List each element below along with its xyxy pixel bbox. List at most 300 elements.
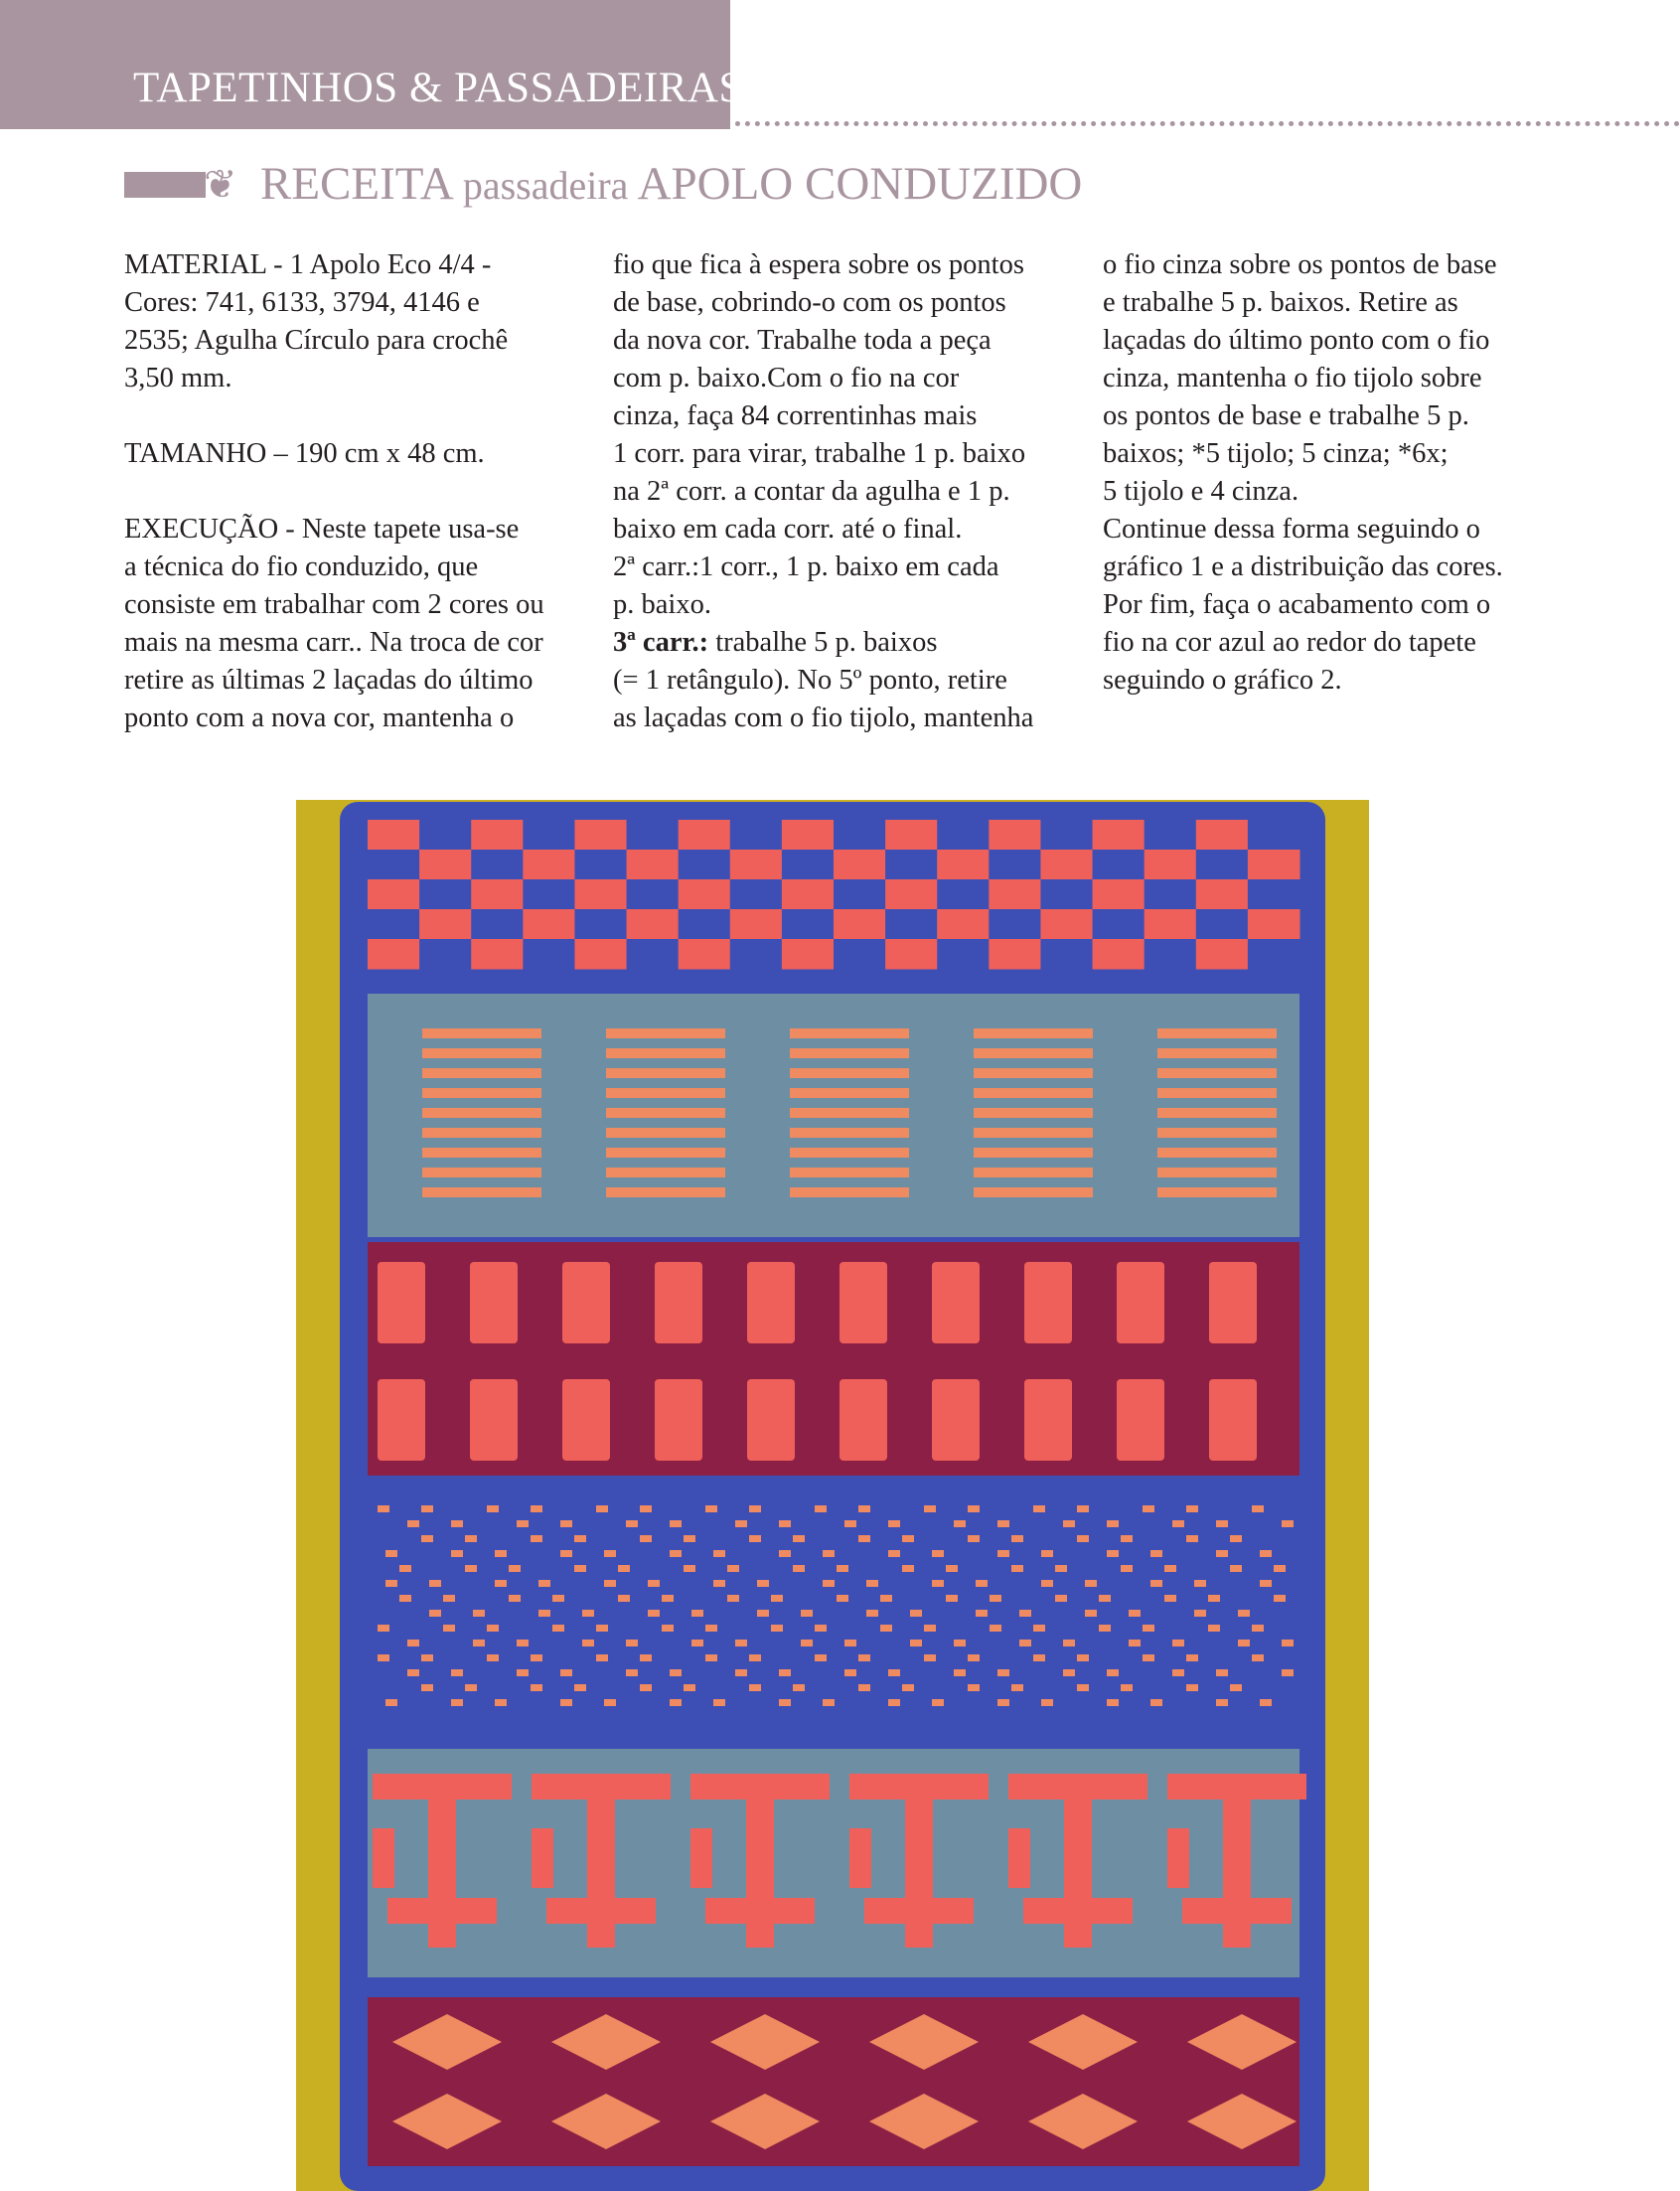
text-line: 2ª carr.:1 corr., 1 p. baixo em cada	[613, 551, 999, 582]
speckle	[596, 1654, 608, 1661]
speckle	[735, 1669, 747, 1676]
speckle	[837, 1595, 848, 1602]
text-line: baixo em cada corr. até o final.	[613, 514, 963, 545]
recipe-title	[260, 157, 1082, 211]
text-column-2	[613, 246, 1080, 737]
speckle	[932, 1699, 944, 1706]
speckle	[968, 1654, 980, 1661]
checker-cell	[834, 909, 886, 940]
checker-cell	[989, 850, 1041, 880]
checker-cell	[730, 850, 783, 880]
speckle	[451, 1550, 463, 1557]
text-line: retire as últimas 2 laçadas do último	[124, 665, 534, 696]
speckle	[902, 1535, 914, 1542]
speckle	[670, 1669, 682, 1676]
text-line: EXECUÇÃO - Neste tapete usa-se	[124, 514, 520, 545]
speckle	[517, 1640, 529, 1646]
coral-block	[562, 1262, 610, 1343]
speckle	[443, 1625, 455, 1632]
stripe	[1157, 1187, 1277, 1197]
checker-cell	[782, 850, 835, 880]
speckle	[640, 1684, 652, 1691]
speckle	[815, 1654, 827, 1661]
text-line: com p. baixo.Com o fio na cor	[613, 363, 960, 393]
speckle	[662, 1595, 674, 1602]
text-line: de base, cobrindo-o com os pontos	[613, 287, 1006, 318]
speckle	[531, 1535, 542, 1542]
speckle	[757, 1610, 769, 1617]
stripe	[974, 1187, 1093, 1197]
speckle	[538, 1610, 550, 1617]
coral-block	[747, 1262, 795, 1343]
speckle	[684, 1535, 695, 1542]
checker-cell	[523, 909, 575, 940]
rug-illustration	[296, 800, 1369, 2191]
speckle	[421, 1654, 433, 1661]
speckle	[378, 1625, 389, 1632]
speckle	[1150, 1550, 1162, 1557]
speckle	[888, 1520, 900, 1527]
coral-block	[470, 1262, 518, 1343]
speckle	[749, 1505, 761, 1512]
speckle	[604, 1580, 616, 1587]
cross-base	[1182, 1898, 1292, 1924]
speckle	[1194, 1580, 1206, 1587]
speckle	[560, 1550, 572, 1557]
speckle	[618, 1595, 630, 1602]
speckle	[779, 1550, 791, 1557]
stripe	[974, 1128, 1093, 1138]
checker-cell	[834, 939, 886, 970]
checker-cell	[782, 909, 835, 940]
coral-block	[747, 1379, 795, 1461]
speckle	[924, 1625, 936, 1632]
speckle	[1121, 1684, 1133, 1691]
coral-block	[840, 1262, 887, 1343]
speckle	[421, 1535, 433, 1542]
checker-cell	[1196, 879, 1249, 910]
checker-cell	[1145, 909, 1197, 940]
speckle	[1011, 1565, 1023, 1572]
speckle	[954, 1640, 966, 1646]
stripe	[1157, 1168, 1277, 1177]
speckle	[691, 1610, 703, 1617]
checker-cell	[471, 850, 524, 880]
stripe	[974, 1028, 1093, 1038]
text-line: 3,50 mm.	[124, 363, 232, 393]
checker-cell	[937, 939, 990, 970]
checker-cell	[471, 879, 524, 910]
speckle	[1033, 1625, 1045, 1632]
text-line: consiste em trabalhar com 2 cores ou	[124, 589, 544, 620]
speckle	[793, 1535, 805, 1542]
speckle	[888, 1669, 900, 1676]
speckle	[1282, 1669, 1294, 1676]
cross-base	[387, 1898, 497, 1924]
text-line: p. baixo.	[613, 589, 711, 620]
speckle	[735, 1640, 747, 1646]
speckle	[1063, 1520, 1075, 1527]
speckle	[560, 1699, 572, 1706]
speckle	[888, 1550, 900, 1557]
stripe	[1157, 1148, 1277, 1158]
speckle	[465, 1565, 477, 1572]
cross-side	[690, 1828, 712, 1888]
speckle	[648, 1610, 660, 1617]
checker-cell	[1145, 820, 1197, 851]
checker-cell	[885, 879, 938, 910]
speckle	[1150, 1699, 1162, 1706]
speckle	[954, 1669, 966, 1676]
checker-cell	[989, 939, 1041, 970]
speckle	[407, 1520, 419, 1527]
coral-block	[1209, 1262, 1257, 1343]
speckle	[670, 1520, 682, 1527]
rug-bands	[368, 820, 1306, 2166]
checker-cell	[1040, 850, 1093, 880]
text-line: ponto com a nova cor, mantenha o	[124, 703, 515, 733]
speckle	[670, 1550, 682, 1557]
stripe	[974, 1088, 1093, 1098]
speckle	[902, 1565, 914, 1572]
speckle	[626, 1640, 638, 1646]
speckle	[866, 1610, 878, 1617]
speckle	[618, 1565, 630, 1572]
speckle	[1011, 1684, 1023, 1691]
speckle	[749, 1535, 761, 1542]
text-line: fio que fica à espera sobre os pontos	[613, 249, 1024, 280]
checker-cell	[989, 820, 1041, 851]
speckle	[968, 1505, 980, 1512]
stripe	[1157, 1028, 1277, 1038]
checker-cell	[679, 909, 731, 940]
speckle	[1186, 1684, 1198, 1691]
speckle	[1172, 1520, 1184, 1527]
speckle	[509, 1595, 521, 1602]
speckle	[749, 1654, 761, 1661]
checker-cell	[574, 939, 627, 970]
speckle	[779, 1669, 791, 1676]
text-line: o fio cinza sobre os pontos de base	[1103, 249, 1497, 280]
checker-cell	[1145, 850, 1197, 880]
checker-cell	[368, 820, 420, 851]
text-run: trabalhe 5 p. baixos	[708, 627, 938, 658]
speckle	[1011, 1535, 1023, 1542]
text-line: na 2ª corr. a contar da agulha e 1 p.	[613, 476, 1010, 507]
speckle	[902, 1684, 914, 1691]
speckle	[1077, 1684, 1089, 1691]
speckle	[1186, 1505, 1198, 1512]
speckle	[531, 1654, 542, 1661]
stripe	[606, 1128, 725, 1138]
dotted-divider	[735, 121, 1680, 126]
stripe	[790, 1068, 909, 1078]
checker-cell	[368, 850, 420, 880]
text-line: MATERIAL - 1 Apolo Eco 4/4 -	[124, 249, 492, 280]
checker-cell	[627, 820, 680, 851]
checker-cell	[679, 850, 731, 880]
coral-block	[655, 1262, 702, 1343]
speckle	[626, 1669, 638, 1676]
speckle	[473, 1610, 485, 1617]
speckle	[684, 1684, 695, 1691]
speckle	[399, 1565, 411, 1572]
speckle	[968, 1684, 980, 1691]
checker-cell	[937, 850, 990, 880]
stripe	[422, 1187, 541, 1197]
speckle	[749, 1684, 761, 1691]
checker-cell	[523, 939, 575, 970]
speckle	[823, 1550, 835, 1557]
speckle	[1186, 1535, 1198, 1542]
stripe	[790, 1108, 909, 1118]
speckle	[757, 1580, 769, 1587]
stripe	[790, 1028, 909, 1038]
speckle	[421, 1505, 433, 1512]
stripe	[1157, 1068, 1277, 1078]
stripe	[422, 1128, 541, 1138]
checker-cell	[1040, 820, 1093, 851]
speckle	[1208, 1625, 1220, 1632]
stripe	[974, 1148, 1093, 1158]
speckle	[1041, 1550, 1053, 1557]
checker-cell	[627, 939, 680, 970]
speckle	[1260, 1699, 1272, 1706]
crochet-runner-photo	[296, 800, 1369, 2191]
text-column-1	[124, 246, 591, 737]
speckle	[1194, 1610, 1206, 1617]
stripe	[790, 1168, 909, 1177]
speckle	[735, 1520, 747, 1527]
speckle	[443, 1595, 455, 1602]
speckle	[997, 1550, 1009, 1557]
coral-block	[655, 1379, 702, 1461]
stripe	[606, 1028, 725, 1038]
text-line: (= 1 retângulo). No 5º ponto, retire	[613, 665, 1007, 696]
stripe	[790, 1148, 909, 1158]
speckle	[1172, 1669, 1184, 1676]
speckle	[560, 1669, 572, 1676]
coral-block	[932, 1262, 980, 1343]
speckle	[1019, 1640, 1031, 1646]
checker-cell	[574, 850, 627, 880]
text-line: mais na mesma carr.. Na troca de cor	[124, 627, 543, 658]
text-line	[613, 624, 1080, 662]
speckle	[771, 1625, 783, 1632]
text-column-3	[1103, 246, 1580, 700]
speckle	[1129, 1610, 1141, 1617]
speckle	[538, 1580, 550, 1587]
stripe	[422, 1088, 541, 1098]
coral-block	[470, 1379, 518, 1461]
cross-side	[532, 1828, 553, 1888]
speckle	[495, 1580, 507, 1587]
speckle	[531, 1505, 542, 1512]
speckle	[640, 1505, 652, 1512]
text-line: seguindo o gráfico 2.	[1103, 665, 1342, 696]
text-line: da nova cor. Trabalhe toda a peça	[613, 325, 992, 356]
checker-cell	[834, 820, 886, 851]
speckle	[1230, 1535, 1242, 1542]
checker-cell	[1248, 939, 1300, 970]
text-line: cinza, mantenha o fio tijolo sobre	[1103, 363, 1482, 393]
stripe	[606, 1187, 725, 1197]
checker-cell	[1248, 850, 1300, 880]
checker-cell	[1093, 909, 1145, 940]
checker-cell	[419, 909, 472, 940]
speckle	[1216, 1550, 1228, 1557]
speckle	[1252, 1505, 1264, 1512]
text-line: laçadas do último ponto com o fio	[1103, 325, 1490, 356]
bold-label: 3ª carr.:	[613, 627, 709, 658]
speckle	[407, 1640, 419, 1646]
speckle	[560, 1520, 572, 1527]
checker-cell	[1093, 850, 1145, 880]
text-line: Continue dessa forma seguindo o	[1103, 514, 1480, 545]
checker-cell	[1196, 909, 1249, 940]
speckle	[1216, 1699, 1228, 1706]
speckle	[604, 1550, 616, 1557]
checker-cell	[1145, 879, 1197, 910]
checker-cell	[679, 939, 731, 970]
speckle	[779, 1699, 791, 1706]
speckle	[1282, 1640, 1294, 1646]
stripe	[606, 1068, 725, 1078]
speckle	[1055, 1595, 1067, 1602]
speckle	[1282, 1520, 1294, 1527]
speckle	[1172, 1640, 1184, 1646]
speckle	[1107, 1550, 1119, 1557]
checker-cell	[1248, 909, 1300, 940]
speckle	[574, 1565, 586, 1572]
speckle	[837, 1565, 848, 1572]
checker-cell	[1040, 939, 1093, 970]
speckle	[1216, 1520, 1228, 1527]
speckle	[1085, 1580, 1097, 1587]
checker-cell	[885, 939, 938, 970]
speckle	[1164, 1565, 1176, 1572]
text-line: e trabalhe 5 p. baixos. Retire as	[1103, 287, 1458, 318]
speckle	[1033, 1505, 1045, 1512]
speckle	[640, 1654, 652, 1661]
stripe	[1157, 1048, 1277, 1058]
checker-cell	[885, 820, 938, 851]
speckle	[531, 1684, 542, 1691]
checker-cell	[989, 909, 1041, 940]
checker-cell	[782, 820, 835, 851]
speckle	[910, 1640, 922, 1646]
speckled-band	[368, 1486, 1299, 1729]
speckle	[487, 1625, 499, 1632]
checker-cell	[627, 909, 680, 940]
speckle	[997, 1669, 1009, 1676]
speckle	[1143, 1505, 1154, 1512]
cross-side	[1008, 1828, 1030, 1888]
speckle	[1077, 1654, 1089, 1661]
speckle	[1107, 1669, 1119, 1676]
speckle	[858, 1505, 870, 1512]
text-line: gráfico 1 e a distribuição das cores.	[1103, 551, 1503, 582]
speckle	[801, 1610, 813, 1617]
coral-block	[378, 1262, 425, 1343]
speckle	[858, 1654, 870, 1661]
speckle	[946, 1565, 958, 1572]
checker-cell	[885, 850, 938, 880]
speckle	[932, 1550, 944, 1557]
speckle	[1164, 1595, 1176, 1602]
stripe	[974, 1068, 1093, 1078]
speckle	[1041, 1580, 1053, 1587]
speckle	[997, 1520, 1009, 1527]
speckle	[727, 1565, 739, 1572]
cross-base	[1023, 1898, 1133, 1924]
checker-cell	[1093, 820, 1145, 851]
checker-cell	[730, 909, 783, 940]
speckle	[1274, 1595, 1286, 1602]
cross-side	[1167, 1828, 1189, 1888]
speckle	[1077, 1505, 1089, 1512]
text-line: as laçadas com o fio tijolo, mantenha	[613, 703, 1034, 733]
speckle	[946, 1595, 958, 1602]
checker-cell	[679, 820, 731, 851]
speckle	[451, 1699, 463, 1706]
speckle	[407, 1669, 419, 1676]
text-line: TAMANHO – 190 cm x 48 cm.	[124, 438, 485, 469]
text-line: 1 corr. para virar, trabalhe 1 p. baixo	[613, 438, 1026, 469]
cross-base	[864, 1898, 974, 1924]
recipe-bar	[124, 172, 206, 198]
stripe	[974, 1048, 1093, 1058]
speckle	[385, 1550, 397, 1557]
checker-cell	[1248, 879, 1300, 910]
speckle	[713, 1550, 725, 1557]
speckle	[574, 1535, 586, 1542]
speckle	[990, 1625, 1001, 1632]
checker-cell	[368, 879, 420, 910]
speckle	[844, 1520, 856, 1527]
speckle	[954, 1520, 966, 1527]
speckle	[705, 1654, 717, 1661]
speckle	[990, 1595, 1001, 1602]
speckle	[1121, 1535, 1133, 1542]
speckle	[574, 1684, 586, 1691]
stripe	[422, 1068, 541, 1078]
stripe	[422, 1048, 541, 1058]
checker-cell	[730, 879, 783, 910]
checker-cell	[574, 820, 627, 851]
text-line: 2535; Agulha Círculo para crochê	[124, 325, 509, 356]
speckle	[473, 1640, 485, 1646]
speckle	[932, 1580, 944, 1587]
cross-side	[849, 1828, 871, 1888]
speckle	[1107, 1699, 1119, 1706]
checker-cell	[574, 879, 627, 910]
speckle	[378, 1654, 389, 1661]
decorative-scroll-icon: ❦	[204, 162, 237, 207]
speckle	[465, 1535, 477, 1542]
speckle	[713, 1580, 725, 1587]
speckle	[1143, 1625, 1154, 1632]
text-line: os pontos de base e trabalhe 5 p.	[1103, 400, 1469, 431]
speckle	[1230, 1684, 1242, 1691]
speckle	[596, 1625, 608, 1632]
speckle	[648, 1580, 660, 1587]
stripe	[974, 1108, 1093, 1118]
cross-base	[546, 1898, 656, 1924]
speckle	[705, 1625, 717, 1632]
speckle	[399, 1595, 411, 1602]
speckle	[801, 1640, 813, 1646]
